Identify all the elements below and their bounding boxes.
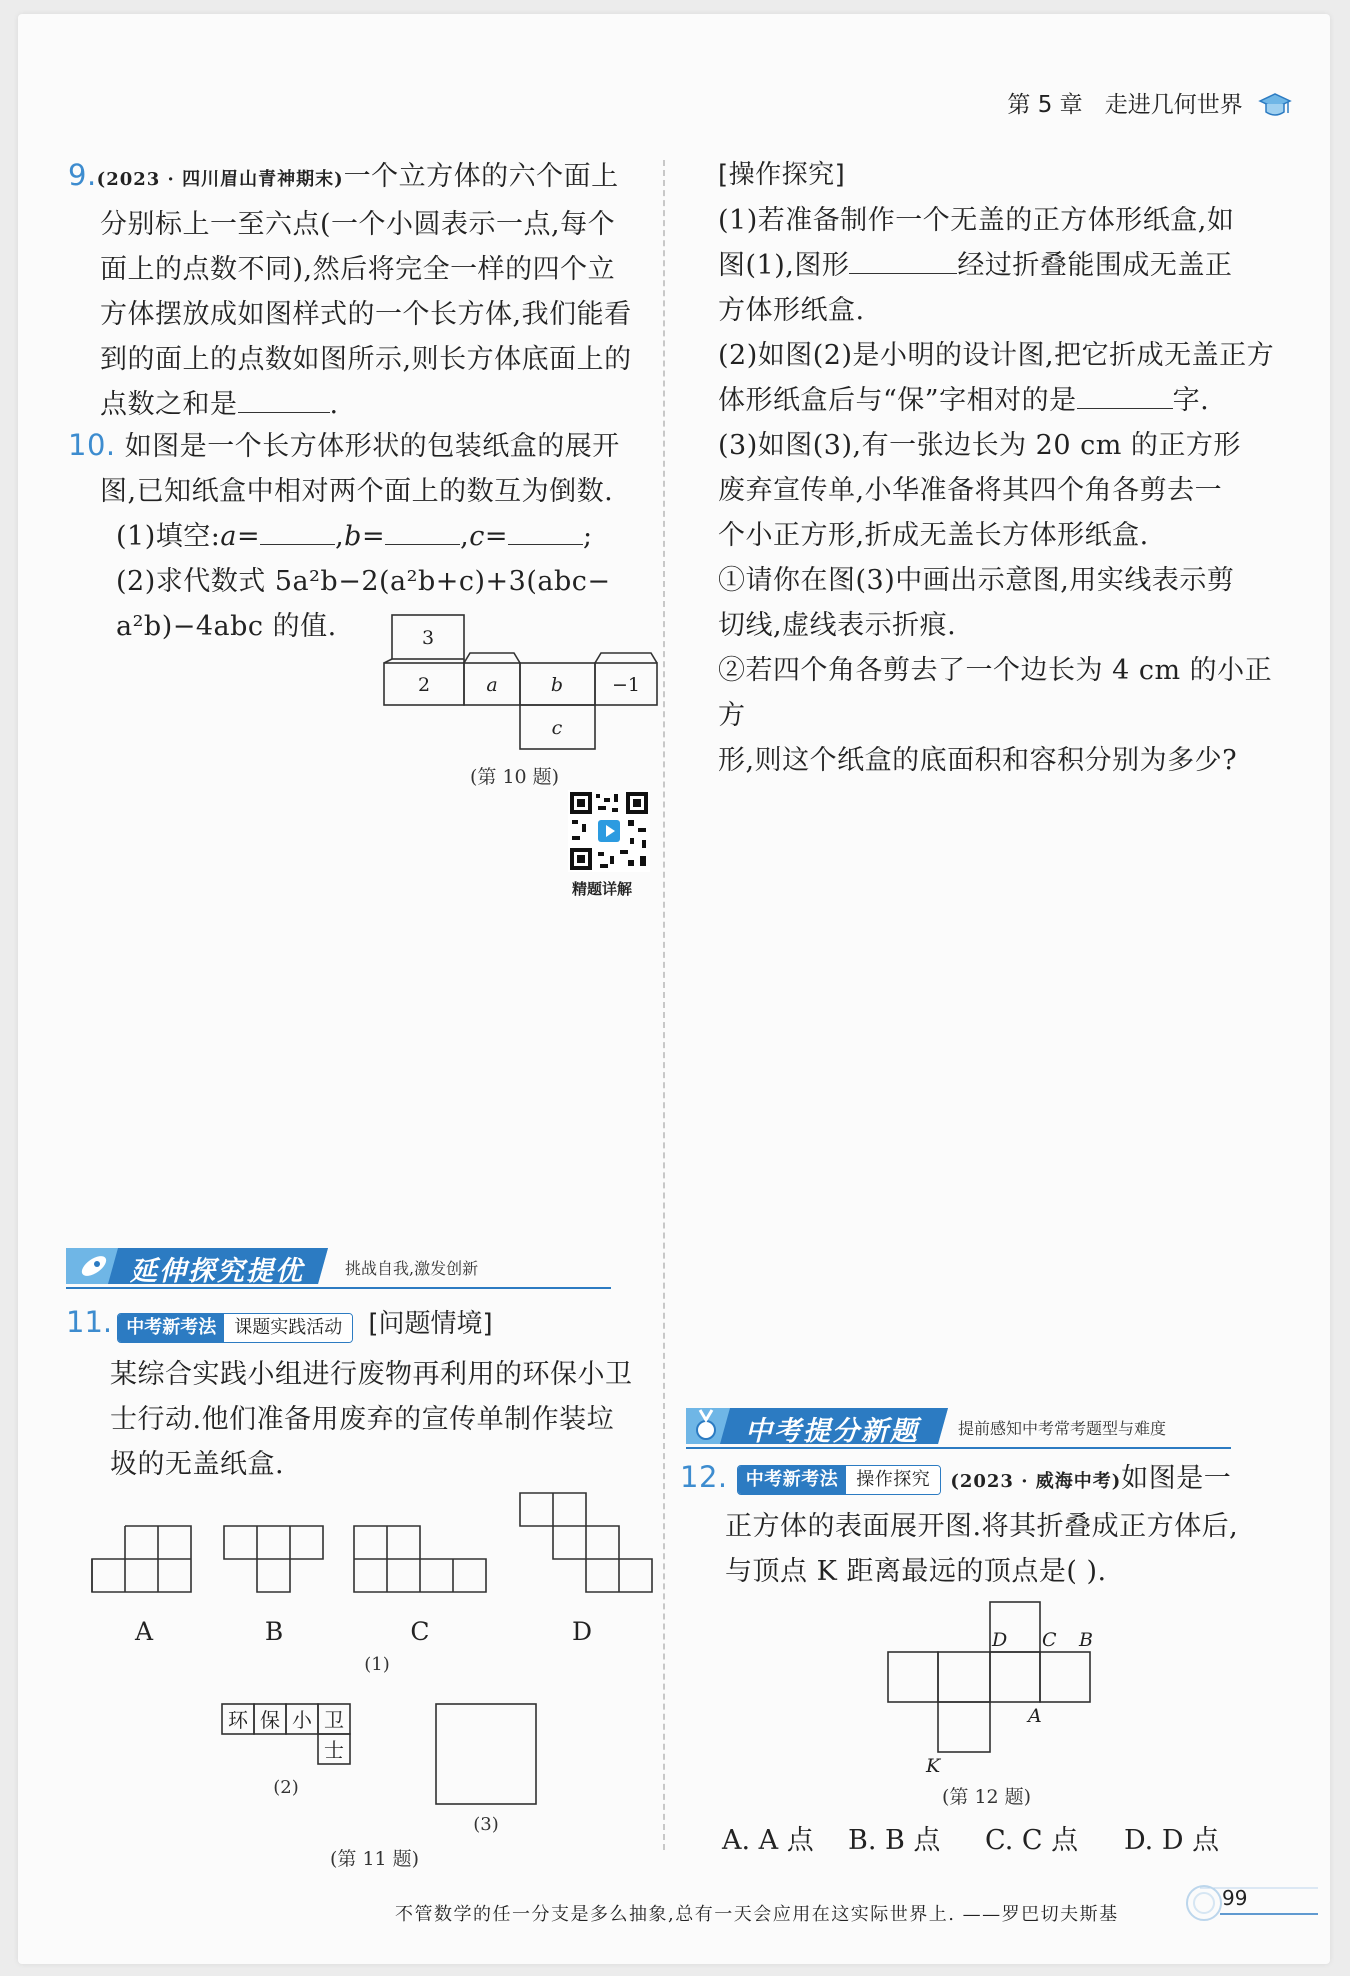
section-title: 延伸探究提优	[130, 1256, 304, 1287]
fig-caption: (3)	[473, 1814, 499, 1835]
answer-blank[interactable]	[849, 245, 957, 274]
qr-label: 精题详解	[572, 880, 633, 898]
text-line: 分别标上一至六点(一个小圆表示一点,每个	[100, 209, 616, 240]
option-c[interactable]: C. C 点	[985, 1825, 1079, 1856]
fig-caption: (1)	[364, 1654, 390, 1675]
text-line: 如图是一	[1121, 1463, 1232, 1494]
option-label-d: D	[571, 1617, 593, 1646]
text-line: 圾的无盖纸盒.	[110, 1449, 285, 1480]
chapter-header	[1007, 86, 1292, 121]
text-line: ②若四个角各剪去了一个边长为 4 cm 的小正方	[718, 655, 1273, 731]
question-tag	[737, 1465, 942, 1495]
text-line: 图(1),图形	[718, 250, 850, 281]
text-line: 方体形纸盒.	[718, 295, 865, 326]
text-line: 废弃宣传单,小华准备将其四个角各剪去一	[718, 475, 1223, 506]
net-label: −1	[611, 674, 641, 696]
net-char: 士	[324, 1738, 344, 1762]
section-title: 中考提分新题	[745, 1416, 919, 1447]
fig-caption: (2)	[273, 1777, 299, 1798]
text-punct: ;	[582, 521, 593, 552]
answer-blank-a[interactable]	[260, 516, 335, 545]
q11-caption: (第 11 题)	[330, 1848, 420, 1870]
net-char: 环	[228, 1708, 248, 1732]
tag-secondary: 操作探究	[846, 1466, 940, 1494]
text-line: 某综合实践小组进行废物再利用的环保小卫	[110, 1359, 633, 1390]
text-line: 经过折叠能围成无盖正	[957, 250, 1233, 281]
text-line: 士行动.他们准备用废弃的宣传单制作装垃	[110, 1404, 615, 1435]
net-label: 3	[421, 627, 435, 649]
q11-figure-1	[90, 1490, 660, 1680]
var-b: b	[344, 521, 362, 552]
vertex-b: B	[1079, 1629, 1093, 1651]
tag-primary: 中考新考法	[738, 1466, 847, 1494]
text-line: (3)如图(3),有一张边长为 20 cm 的正方形	[718, 430, 1241, 461]
net-b	[224, 1526, 323, 1592]
question-number: 10.	[68, 428, 116, 462]
net-label: a	[486, 674, 498, 696]
q11-figure-2	[220, 1700, 360, 1800]
tag-secondary: 课题实践活动	[224, 1314, 352, 1342]
q10-box-net-figure	[380, 605, 660, 780]
text-line: (2)求代数式 5a²b−2(a²b+c)+3(abc−	[116, 566, 611, 597]
text-line: 面上的点数不同),然后将完全一样的四个立	[100, 254, 616, 285]
text-line: 切线,虚线表示折痕.	[718, 610, 957, 641]
tag-primary: 中考新考法	[118, 1314, 224, 1342]
net-a	[92, 1526, 191, 1592]
option-a[interactable]: A. A 点	[722, 1825, 814, 1856]
answer-blank[interactable]	[1077, 380, 1173, 409]
page-number: 99	[1222, 1886, 1248, 1910]
square-sheet	[436, 1704, 536, 1804]
net-tab	[595, 653, 657, 663]
option-b[interactable]: B. B 点	[848, 1825, 941, 1856]
section-subtitle: 挑战自我,激发创新	[345, 1259, 479, 1278]
section-heading: [问题情境]	[368, 1309, 493, 1339]
footer-quote: 不管数学的任一分支是多么抽象,总有一天会应用在这实际世界上. ——罗巴切夫斯基	[395, 1904, 1119, 1925]
question-9	[68, 153, 658, 427]
text-punct: ,	[460, 521, 470, 552]
vertex-d: D	[992, 1629, 1008, 1651]
option-label-a: A	[134, 1617, 154, 1646]
operation-explore-section	[718, 153, 1298, 783]
text-line: 字.	[1172, 385, 1210, 416]
net-c	[354, 1526, 486, 1592]
question-tag	[117, 1313, 353, 1343]
text-line: ①请你在图(3)中画出示意图,用实线表示剪	[718, 565, 1235, 596]
text-punct: ,	[335, 521, 345, 552]
text-line: 形,则这个纸盒的底面积和容积分别为多少?	[718, 745, 1238, 776]
page-number-badge	[1180, 1878, 1320, 1928]
text-line: a²b)−4abc 的值.	[116, 611, 337, 642]
net-label: b	[550, 674, 564, 696]
q11-figure-3	[430, 1700, 540, 1835]
text-line: 到的面上的点数如图所示,则长方体底面上的	[100, 344, 632, 375]
question-11-header	[66, 1303, 493, 1343]
text-line: 方体摆放成如图样式的一个长方体,我们能看	[100, 299, 632, 330]
text-line: (1)填空:	[116, 521, 221, 552]
graduation-cap-icon	[1258, 91, 1292, 121]
text-punct: =	[236, 521, 261, 552]
column-divider	[663, 160, 665, 1850]
text-line: 图,已知纸盒中相对两个面上的数互为倒数.	[100, 476, 614, 507]
vertex-k: K	[926, 1755, 941, 1777]
question-number: 11.	[66, 1305, 113, 1339]
q12-caption: (第 12 题)	[942, 1786, 1032, 1808]
text-line: 点数之和是	[100, 389, 238, 420]
text-line: (2)如图(2)是小明的设计图,把它折成无盖正方	[718, 340, 1275, 371]
chapter-number: 第 5 章	[1007, 92, 1083, 118]
section-heading: [操作探究]	[718, 160, 846, 190]
fill-in-line	[68, 514, 658, 559]
vertex-a: A	[1028, 1705, 1042, 1727]
qr-code-icon[interactable]	[568, 790, 650, 872]
question-source: (2023 · 威海中考)	[950, 1471, 1122, 1492]
net-label: 2	[417, 674, 431, 696]
text-line: 如图是一个长方体形状的包装纸盒的展开	[124, 431, 620, 462]
question-number: 9.	[68, 158, 97, 192]
var-a: a	[220, 521, 237, 552]
text-line: 一个立方体的六个面上	[343, 161, 619, 192]
section-subtitle: 提前感知中考常考题型与难度	[958, 1419, 1167, 1438]
net-label: c	[551, 717, 563, 739]
q10-caption: (第 10 题)	[470, 766, 560, 788]
net-char: 小	[292, 1708, 312, 1732]
text-line: 个小正方形,折成无盖长方体形纸盒.	[718, 520, 1149, 551]
net-d	[520, 1493, 652, 1592]
vertex-c: C	[1042, 1629, 1057, 1651]
question-number: 12.	[680, 1460, 728, 1494]
option-d[interactable]: D. D 点	[1124, 1825, 1220, 1856]
question-11	[110, 1352, 660, 1487]
text-punct: =	[361, 521, 386, 552]
chapter-title: 走进几何世界	[1104, 92, 1243, 118]
text-line: 与顶点 K 距离最远的顶点是( ).	[725, 1556, 1107, 1587]
option-label-b: B	[264, 1617, 284, 1646]
q12-cube-net-figure	[880, 1598, 1100, 1778]
text-punct: .	[329, 389, 339, 420]
answer-blank[interactable]	[238, 384, 330, 413]
option-label-c: C	[410, 1617, 430, 1646]
text-line: (1)若准备制作一个无盖的正方体形纸盒,如	[718, 205, 1235, 236]
answer-blank-c[interactable]	[508, 516, 583, 545]
net-char: 卫	[324, 1708, 344, 1732]
text-line: 正方体的表面展开图.将其折叠成正方体后,	[725, 1511, 1239, 1542]
text-line: 体形纸盒后与“保”字相对的是	[718, 385, 1077, 416]
text-punct: =	[484, 521, 508, 552]
question-12	[680, 1455, 1310, 1594]
answer-blank-b[interactable]	[385, 516, 460, 545]
var-c: c	[469, 521, 485, 552]
question-source: (2023 · 四川眉山青神期末)	[96, 169, 344, 190]
net-tab	[464, 653, 520, 663]
net-char: 保	[260, 1708, 280, 1732]
